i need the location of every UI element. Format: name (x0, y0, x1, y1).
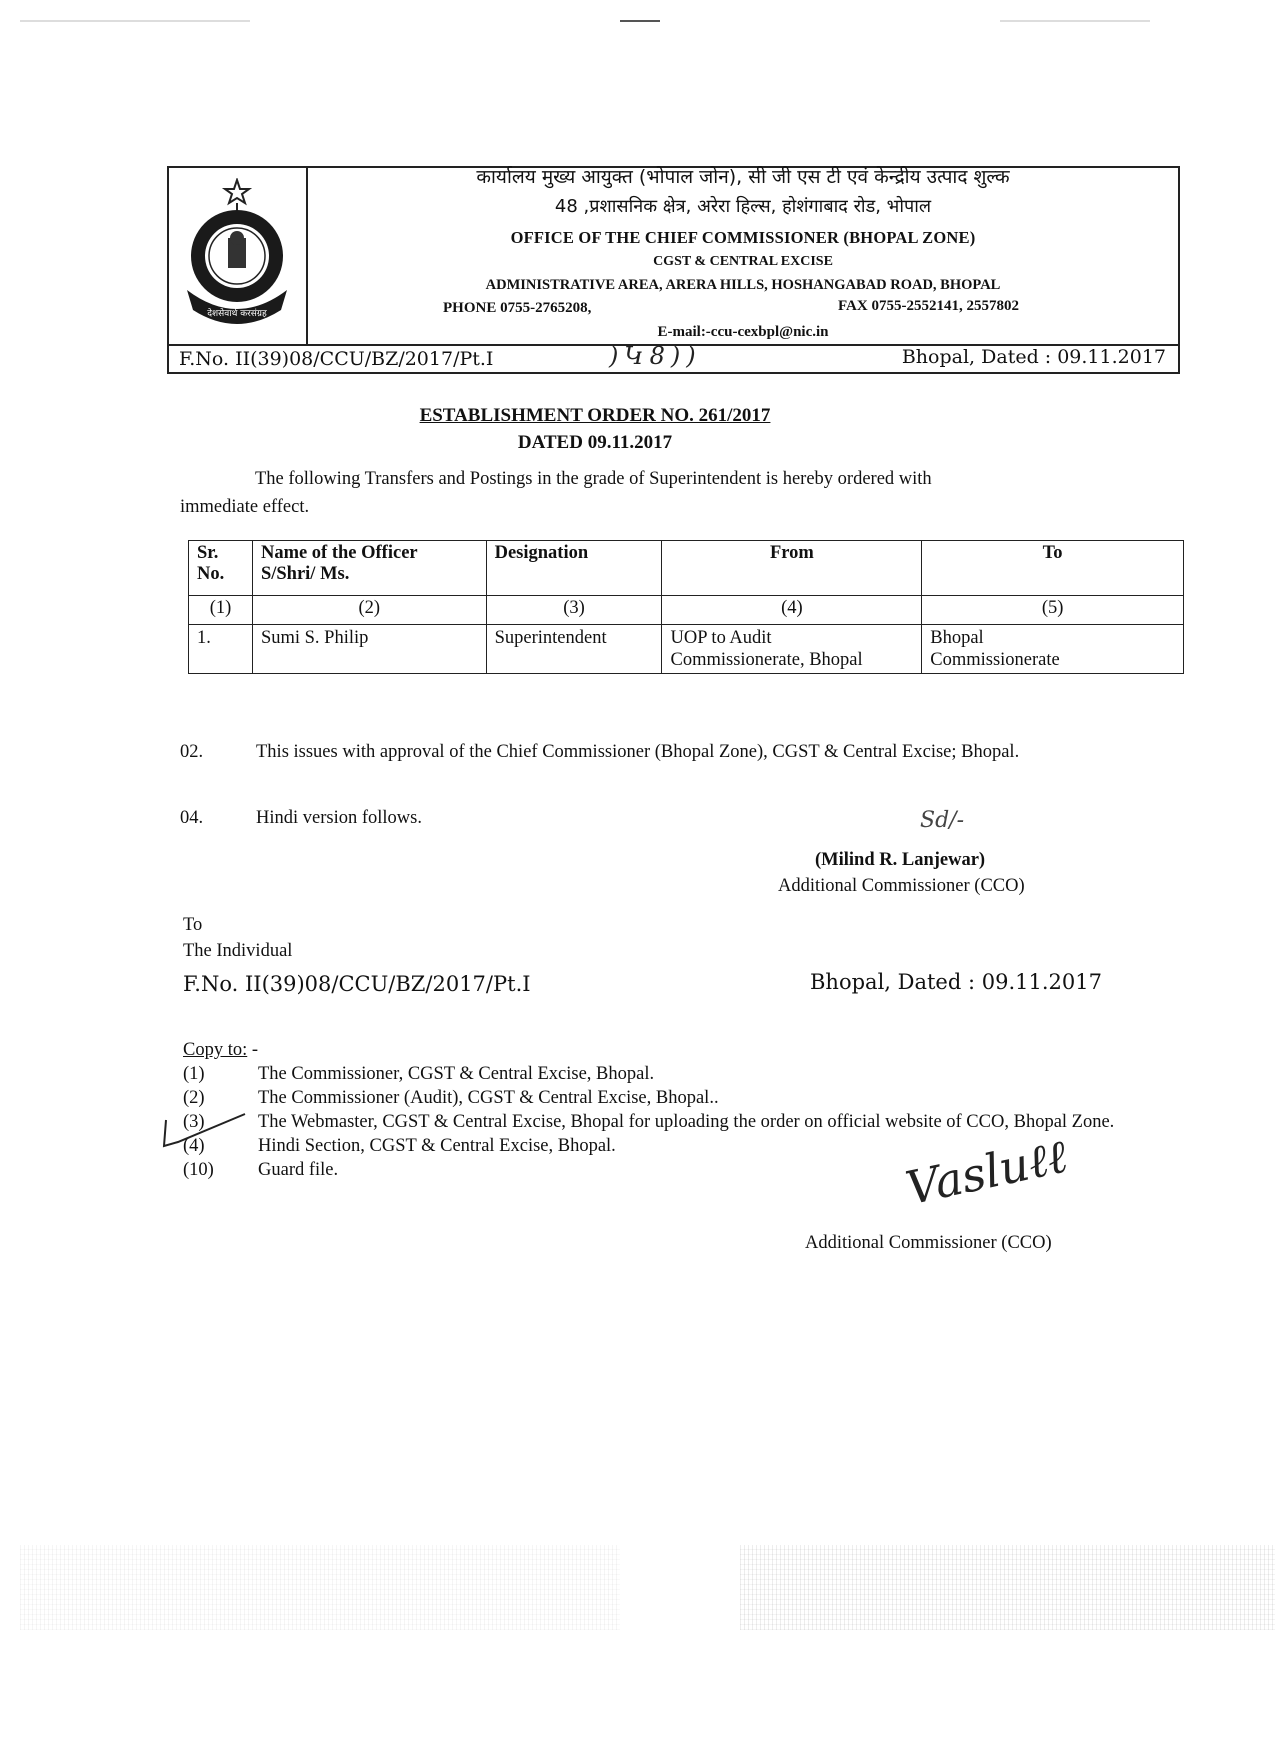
list-item: (3) The Webmaster, CGST & Central Excise, Bhopal for uploading the order on official website of CCO, Bhopal Zone. (183, 1112, 1115, 1132)
header-designation: Designation (486, 541, 662, 596)
column-index: (4) (662, 596, 922, 625)
signatory-name: (Milind R. Lanjewar) (815, 850, 986, 870)
column-index: (3) (486, 596, 662, 625)
intro-paragraph: The following Transfers and Postings in the grade of Superintendent is hereby ordered with (255, 469, 932, 489)
office-title: OFFICE OF THE CHIEF COMMISSIONER (BHOPAL ZONE) (510, 228, 976, 247)
order-date: DATED 09.11.2017 (517, 432, 673, 453)
cell-sr-no: 1. (189, 625, 253, 674)
postings-table (188, 540, 1184, 674)
paragraph-number: 04. (180, 808, 204, 828)
address-hindi: 48 ,प्रशासनिक क्षेत्र, अरेरा हिल्स, होशंगाबाद रोड, भोपाल (554, 196, 932, 217)
intro-paragraph-continued: immediate effect. (180, 497, 310, 517)
svg-text:देशसेवार्थ करसंग्रह: देशसेवार्थ करसंग्रह (207, 309, 267, 319)
copy-to-heading: Copy to: - (183, 1040, 259, 1060)
letterhead (167, 166, 1180, 374)
list-item: (4) Hindi Section, CGST & Central Excise, Bhopal. (183, 1136, 616, 1156)
scan-noise (20, 1545, 620, 1630)
column-index: (2) (252, 596, 486, 625)
header-to: To (922, 541, 1184, 596)
issue-date: Bhopal, Dated : 09.11.2017 (901, 346, 1166, 368)
file-number-copy: F.No. II(39)08/CCU/BZ/2017/Pt.I (183, 972, 531, 996)
office-name-hindi: कार्यालय मुख्य आयुक्त (भोपाल जोन), सी जी एस टी एवं केन्द्रीय उत्पाद शुल्क (476, 166, 1010, 188)
header-officer-name: Name of the Officer S/Shri/ Ms. (252, 541, 486, 596)
scan-artifact-line (620, 20, 660, 22)
fax-number: FAX 0755-2552141, 2557802 (838, 298, 1019, 314)
government-emblem-icon (181, 178, 293, 328)
table-row (189, 625, 1184, 674)
to-label: To (183, 915, 203, 935)
header-sr-no: Sr. No. (189, 541, 253, 596)
paragraph-text: This issues with approval of the Chief Commissioner (Bhopal Zone), CGST & Central Excise; Bhopal. (256, 742, 1020, 762)
column-index: (1) (189, 596, 253, 625)
closing-designation: Additional Commissioner (CCO) (805, 1233, 1052, 1253)
scan-artifact-line (1000, 20, 1150, 22)
cell-to: Bhopal Commissionerate (922, 625, 1184, 674)
department-name: CGST & CENTRAL EXCISE (653, 254, 833, 269)
signatory-designation: Additional Commissioner (CCO) (778, 876, 1025, 896)
handwritten-dispatch-number: )Կ8)) (609, 342, 702, 370)
logo-cell (169, 168, 308, 344)
addressee-block (183, 912, 292, 964)
paragraph-02 (180, 738, 1170, 766)
office-address: ADMINISTRATIVE AREA, ARERA HILLS, HOSHANGABAD ROAD, BHOPAL (485, 277, 1001, 293)
order-title: ESTABLISHMENT ORDER NO. 261/2017 (419, 405, 771, 426)
list-item: (1) The Commissioner, CGST & Central Excise, Bhopal. (183, 1064, 655, 1084)
header-from: From (662, 541, 922, 596)
initials-signature: Sd/- (920, 808, 964, 833)
email-address: E-mail:-ccu-cexbpl@nic.in (657, 324, 829, 340)
column-index: (5) (922, 596, 1184, 625)
list-item: (10) Guard file. (183, 1160, 339, 1180)
paragraph-04 (180, 804, 422, 832)
list-item: (2) The Commissioner (Audit), CGST & Central Excise, Bhopal.. (183, 1088, 719, 1108)
cell-designation: Superintendent (486, 625, 662, 674)
file-reference-row (169, 344, 1178, 374)
paragraph-number: 02. (180, 742, 204, 762)
scan-noise (740, 1545, 1275, 1630)
phone-number: PHONE 0755-2765208, (443, 300, 592, 316)
column-index-row (189, 596, 1184, 625)
table-header-row (189, 541, 1184, 596)
to-recipient: The Individual (183, 941, 293, 961)
file-number: F.No. II(39)08/CCU/BZ/2017/Pt.I (179, 348, 494, 370)
cell-from: UOP to Audit Commissionerate, Bhopal (662, 625, 922, 674)
handwritten-tick-icon (160, 1112, 250, 1152)
issue-date-copy: Bhopal, Dated : 09.11.2017 (810, 970, 1102, 994)
paragraph-text: Hindi version follows. (256, 808, 422, 828)
letterhead-text (308, 168, 1178, 344)
cell-officer-name: Sumi S. Philip (252, 625, 486, 674)
handwritten-signature: Vasluℓℓ (901, 1128, 1072, 1216)
scan-artifact-line (20, 20, 250, 22)
